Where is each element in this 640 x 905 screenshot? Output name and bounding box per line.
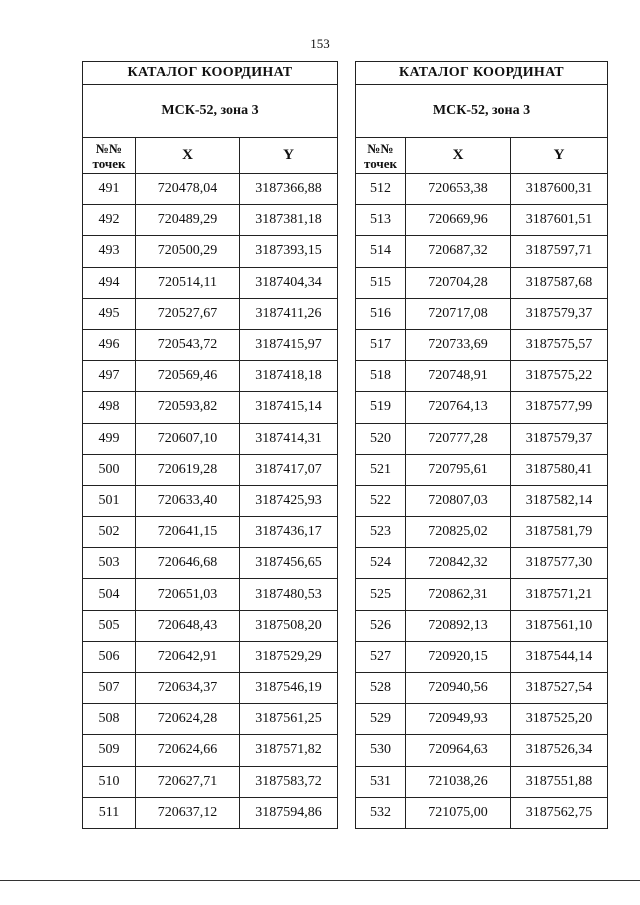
point-number-cell: 505 (83, 610, 136, 641)
x-coordinate-cell: 720748,91 (406, 361, 511, 392)
catalog-title: КАТАЛОГ КООРДИНАТ (83, 62, 338, 85)
point-number-cell: 500 (83, 454, 136, 485)
column-header-points-line1: №№ (367, 140, 394, 156)
x-coordinate-cell: 720489,29 (136, 205, 240, 236)
y-coordinate-cell: 3187418,18 (240, 361, 338, 392)
y-coordinate-cell: 3187577,30 (511, 548, 608, 579)
column-header-points-line1: №№ (95, 140, 123, 156)
x-coordinate-cell: 720627,71 (136, 766, 240, 797)
y-coordinate-cell: 3187415,97 (240, 329, 338, 360)
y-coordinate-cell: 3187404,34 (240, 267, 338, 298)
column-header-x: X (136, 138, 240, 174)
x-coordinate-cell: 720641,15 (136, 517, 240, 548)
y-coordinate-cell: 3187577,99 (511, 392, 608, 423)
y-coordinate-cell: 3187393,15 (240, 236, 338, 267)
y-coordinate-cell: 3187561,10 (511, 610, 608, 641)
y-coordinate-cell: 3187571,21 (511, 579, 608, 610)
y-coordinate-cell: 3187587,68 (511, 267, 608, 298)
point-number-cell: 522 (356, 485, 406, 516)
point-number-cell: 497 (83, 361, 136, 392)
point-number-cell: 502 (83, 517, 136, 548)
x-coordinate-cell: 721075,00 (406, 797, 511, 828)
column-header-points-line2: точек (364, 155, 397, 171)
column-header-y: Y (511, 138, 608, 174)
y-coordinate-cell: 3187508,20 (240, 610, 338, 641)
x-coordinate-cell: 720624,28 (136, 704, 240, 735)
table-row (356, 766, 608, 797)
x-coordinate-cell: 720527,67 (136, 298, 240, 329)
table-row (83, 423, 338, 454)
y-coordinate-cell: 3187571,82 (240, 735, 338, 766)
x-coordinate-cell: 720607,10 (136, 423, 240, 454)
catalog-title: КАТАЛОГ КООРДИНАТ (356, 62, 608, 85)
x-coordinate-cell: 720940,56 (406, 673, 511, 704)
table-row (83, 704, 338, 735)
table-row (356, 361, 608, 392)
table-body (356, 174, 608, 829)
point-number-cell: 527 (356, 641, 406, 672)
table-row (356, 423, 608, 454)
y-coordinate-cell: 3187415,14 (240, 392, 338, 423)
point-number-cell: 510 (83, 766, 136, 797)
point-number-cell: 519 (356, 392, 406, 423)
x-coordinate-cell: 720642,91 (136, 641, 240, 672)
table-body (83, 174, 338, 829)
point-number-cell: 513 (356, 205, 406, 236)
y-coordinate-cell: 3187480,53 (240, 579, 338, 610)
y-coordinate-cell: 3187600,31 (511, 174, 608, 205)
table-row (83, 641, 338, 672)
x-coordinate-cell: 720648,43 (136, 610, 240, 641)
x-coordinate-cell: 720669,96 (406, 205, 511, 236)
y-coordinate-cell: 3187575,22 (511, 361, 608, 392)
point-number-cell: 515 (356, 267, 406, 298)
y-coordinate-cell: 3187562,75 (511, 797, 608, 828)
point-number-cell: 523 (356, 517, 406, 548)
column-header-points (356, 138, 406, 174)
table-row (83, 548, 338, 579)
y-coordinate-cell: 3187425,93 (240, 485, 338, 516)
coordinate-catalog-table-right (355, 61, 608, 829)
x-coordinate-cell: 720733,69 (406, 329, 511, 360)
y-coordinate-cell: 3187582,14 (511, 485, 608, 516)
x-coordinate-cell: 720964,63 (406, 735, 511, 766)
point-number-cell: 491 (83, 174, 136, 205)
point-number-cell: 504 (83, 579, 136, 610)
point-number-cell: 511 (83, 797, 136, 828)
table-row (83, 361, 338, 392)
x-coordinate-cell: 720651,03 (136, 579, 240, 610)
x-coordinate-cell: 720807,03 (406, 485, 511, 516)
coordinate-catalog-table-left (82, 61, 338, 829)
point-number-cell: 503 (83, 548, 136, 579)
y-coordinate-cell: 3187529,29 (240, 641, 338, 672)
table-row (83, 236, 338, 267)
y-coordinate-cell: 3187526,34 (511, 735, 608, 766)
table-row (83, 174, 338, 205)
x-coordinate-cell: 720825,02 (406, 517, 511, 548)
table-row (83, 766, 338, 797)
x-coordinate-cell: 720624,66 (136, 735, 240, 766)
y-coordinate-cell: 3187381,18 (240, 205, 338, 236)
table-row (356, 548, 608, 579)
x-coordinate-cell: 720619,28 (136, 454, 240, 485)
page-number: 153 (310, 36, 330, 51)
x-coordinate-cell: 720764,13 (406, 392, 511, 423)
table-row (356, 267, 608, 298)
x-coordinate-cell: 720633,40 (136, 485, 240, 516)
point-number-cell: 529 (356, 704, 406, 735)
point-number-cell: 521 (356, 454, 406, 485)
table-row (356, 392, 608, 423)
x-coordinate-cell: 720892,13 (406, 610, 511, 641)
table-row (83, 205, 338, 236)
y-coordinate-cell: 3187594,86 (240, 797, 338, 828)
y-coordinate-cell: 3187411,26 (240, 298, 338, 329)
x-coordinate-cell: 720949,93 (406, 704, 511, 735)
x-coordinate-cell: 720687,32 (406, 236, 511, 267)
coordinate-system-subtitle: МСК-52, зона 3 (356, 85, 608, 138)
table-row (83, 329, 338, 360)
y-coordinate-cell: 3187544,14 (511, 641, 608, 672)
y-coordinate-cell: 3187366,88 (240, 174, 338, 205)
table-row (83, 517, 338, 548)
point-number-cell: 531 (356, 766, 406, 797)
point-number-cell: 507 (83, 673, 136, 704)
point-number-cell: 499 (83, 423, 136, 454)
y-coordinate-cell: 3187527,54 (511, 673, 608, 704)
coordinate-system-subtitle: МСК-52, зона 3 (83, 85, 338, 138)
table-row (356, 641, 608, 672)
x-coordinate-cell: 720842,32 (406, 548, 511, 579)
point-number-cell: 517 (356, 329, 406, 360)
y-coordinate-cell: 3187525,20 (511, 704, 608, 735)
x-coordinate-cell: 720646,68 (136, 548, 240, 579)
point-number-cell: 532 (356, 797, 406, 828)
point-number-cell: 496 (83, 329, 136, 360)
table-row (356, 329, 608, 360)
table-row (83, 392, 338, 423)
x-coordinate-cell: 720717,08 (406, 298, 511, 329)
point-number-cell: 495 (83, 298, 136, 329)
point-number-cell: 509 (83, 735, 136, 766)
x-coordinate-cell: 720653,38 (406, 174, 511, 205)
x-coordinate-cell: 720569,46 (136, 361, 240, 392)
y-coordinate-cell: 3187579,37 (511, 423, 608, 454)
y-coordinate-cell: 3187414,31 (240, 423, 338, 454)
column-header-points (83, 138, 136, 174)
table-row (83, 610, 338, 641)
column-header-y: Y (240, 138, 338, 174)
point-number-cell: 516 (356, 298, 406, 329)
point-number-cell: 493 (83, 236, 136, 267)
table-row (83, 267, 338, 298)
table-row (356, 673, 608, 704)
table-row (356, 735, 608, 766)
point-number-cell: 514 (356, 236, 406, 267)
x-coordinate-cell: 720862,31 (406, 579, 511, 610)
x-coordinate-cell: 720543,72 (136, 329, 240, 360)
point-number-cell: 506 (83, 641, 136, 672)
table-row (83, 485, 338, 516)
table-row (356, 298, 608, 329)
point-number-cell: 525 (356, 579, 406, 610)
table-row (83, 735, 338, 766)
y-coordinate-cell: 3187575,57 (511, 329, 608, 360)
y-coordinate-cell: 3187417,07 (240, 454, 338, 485)
point-number-cell: 494 (83, 267, 136, 298)
x-coordinate-cell: 720795,61 (406, 454, 511, 485)
table-row (356, 704, 608, 735)
x-coordinate-cell: 720777,28 (406, 423, 511, 454)
point-number-cell: 524 (356, 548, 406, 579)
table-row (83, 454, 338, 485)
point-number-cell: 530 (356, 735, 406, 766)
point-number-cell: 501 (83, 485, 136, 516)
y-coordinate-cell: 3187579,37 (511, 298, 608, 329)
point-number-cell: 498 (83, 392, 136, 423)
x-coordinate-cell: 720500,29 (136, 236, 240, 267)
y-coordinate-cell: 3187580,41 (511, 454, 608, 485)
x-coordinate-cell: 720593,82 (136, 392, 240, 423)
x-coordinate-cell: 721038,26 (406, 766, 511, 797)
y-coordinate-cell: 3187581,79 (511, 517, 608, 548)
point-number-cell: 520 (356, 423, 406, 454)
y-coordinate-cell: 3187551,88 (511, 766, 608, 797)
table-row (83, 579, 338, 610)
x-coordinate-cell: 720634,37 (136, 673, 240, 704)
x-coordinate-cell: 720920,15 (406, 641, 511, 672)
point-number-cell: 492 (83, 205, 136, 236)
table-row (356, 797, 608, 828)
y-coordinate-cell: 3187456,65 (240, 548, 338, 579)
y-coordinate-cell: 3187597,71 (511, 236, 608, 267)
table-row (356, 485, 608, 516)
table-row (83, 797, 338, 828)
y-coordinate-cell: 3187583,72 (240, 766, 338, 797)
table-row (356, 579, 608, 610)
column-header-x: X (406, 138, 511, 174)
point-number-cell: 518 (356, 361, 406, 392)
page-bottom-rule (0, 880, 640, 881)
x-coordinate-cell: 720514,11 (136, 267, 240, 298)
table-row (356, 454, 608, 485)
table-row (356, 517, 608, 548)
point-number-cell: 528 (356, 673, 406, 704)
y-coordinate-cell: 3187561,25 (240, 704, 338, 735)
table-row (356, 205, 608, 236)
y-coordinate-cell: 3187436,17 (240, 517, 338, 548)
y-coordinate-cell: 3187601,51 (511, 205, 608, 236)
column-header-points-line2: точек (92, 155, 126, 171)
x-coordinate-cell: 720637,12 (136, 797, 240, 828)
table-row (83, 298, 338, 329)
point-number-cell: 526 (356, 610, 406, 641)
x-coordinate-cell: 720704,28 (406, 267, 511, 298)
point-number-cell: 512 (356, 174, 406, 205)
y-coordinate-cell: 3187546,19 (240, 673, 338, 704)
table-row (356, 174, 608, 205)
table-row (356, 610, 608, 641)
table-row (356, 236, 608, 267)
point-number-cell: 508 (83, 704, 136, 735)
table-row (83, 673, 338, 704)
x-coordinate-cell: 720478,04 (136, 174, 240, 205)
